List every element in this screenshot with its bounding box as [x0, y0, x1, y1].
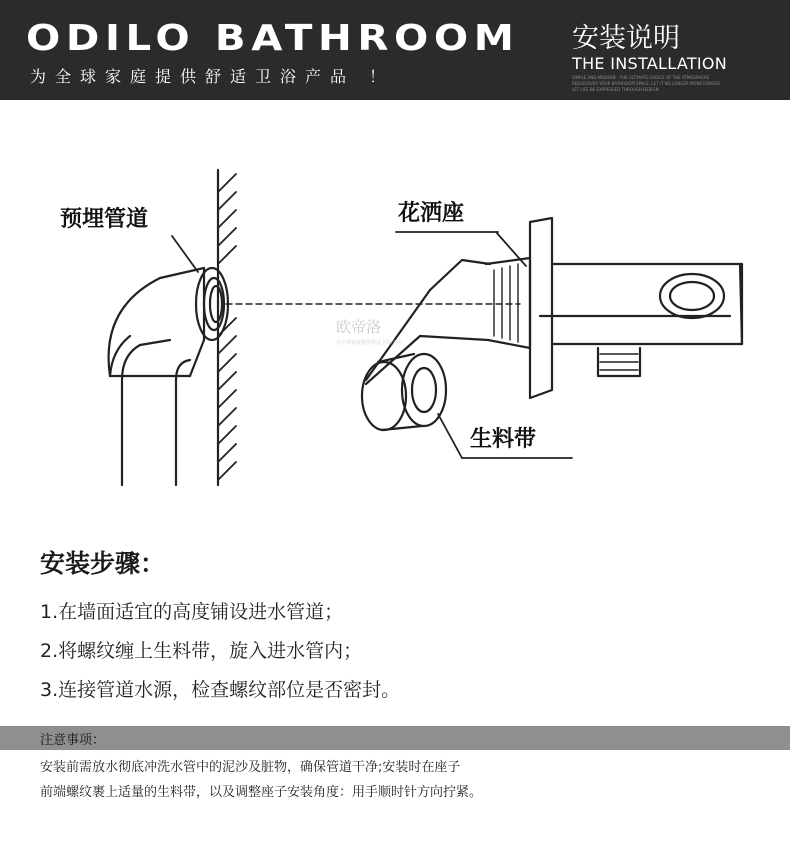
notes-heading: 注意事项： — [40, 733, 106, 748]
shower-seat — [366, 218, 742, 398]
brand-slogan: 为全球家庭提供舒适卫浴产品 ！ — [30, 67, 395, 86]
note-line: 前端螺纹裹上适量的生料带，以及调整座子安装角度：用手顺时针方向拧紧。 — [40, 785, 483, 800]
brand-logo: ODILO BATHROOM — [26, 18, 520, 59]
watermark: 欧帝洛 — [336, 318, 382, 336]
embedded-pipe — [109, 268, 228, 485]
step-item: 1.在墙面适宜的高度铺设进水管道； — [40, 601, 344, 623]
watermark-subtext: 为全球家庭提供舒适卫浴产品 — [336, 340, 402, 346]
fine-print-line: LET LIFE BE EXPRESSED THROUGH DESIGN — [572, 87, 659, 92]
header-banner — [0, 0, 790, 100]
note-line: 安装前需放水彻底冲洗水管中的泥沙及脏物，确保管道干净;安装时在座子 — [40, 760, 461, 775]
step-item: 2.将螺纹缠上生料带，旋入进水管内； — [40, 640, 363, 662]
seat-label: 花洒座 — [398, 201, 465, 226]
pipe-label: 预埋管道 — [60, 207, 149, 232]
fine-print-line: SIMPLE AND MODERN - THE ULTIMATE CHOICE OF THE ATMOSPHERE — [572, 75, 710, 80]
tape-label: 生料带 — [470, 427, 537, 452]
installation-diagram — [0, 140, 790, 500]
wall — [218, 170, 236, 485]
fine-print-line: REDISCOVER YOUR BATHROOM SPACE, LET IT NO LONGER MONOTONOUS — [572, 81, 720, 86]
sealing-tape — [362, 354, 446, 430]
step-item: 3.连接管道水源，检查螺纹部位是否密封。 — [40, 679, 401, 701]
page-subtitle: THE INSTALLATION — [572, 54, 728, 73]
notes-header-bar — [0, 726, 790, 750]
steps-heading: 安装步骤： — [40, 549, 166, 578]
page-title: 安装说明 — [572, 23, 680, 54]
